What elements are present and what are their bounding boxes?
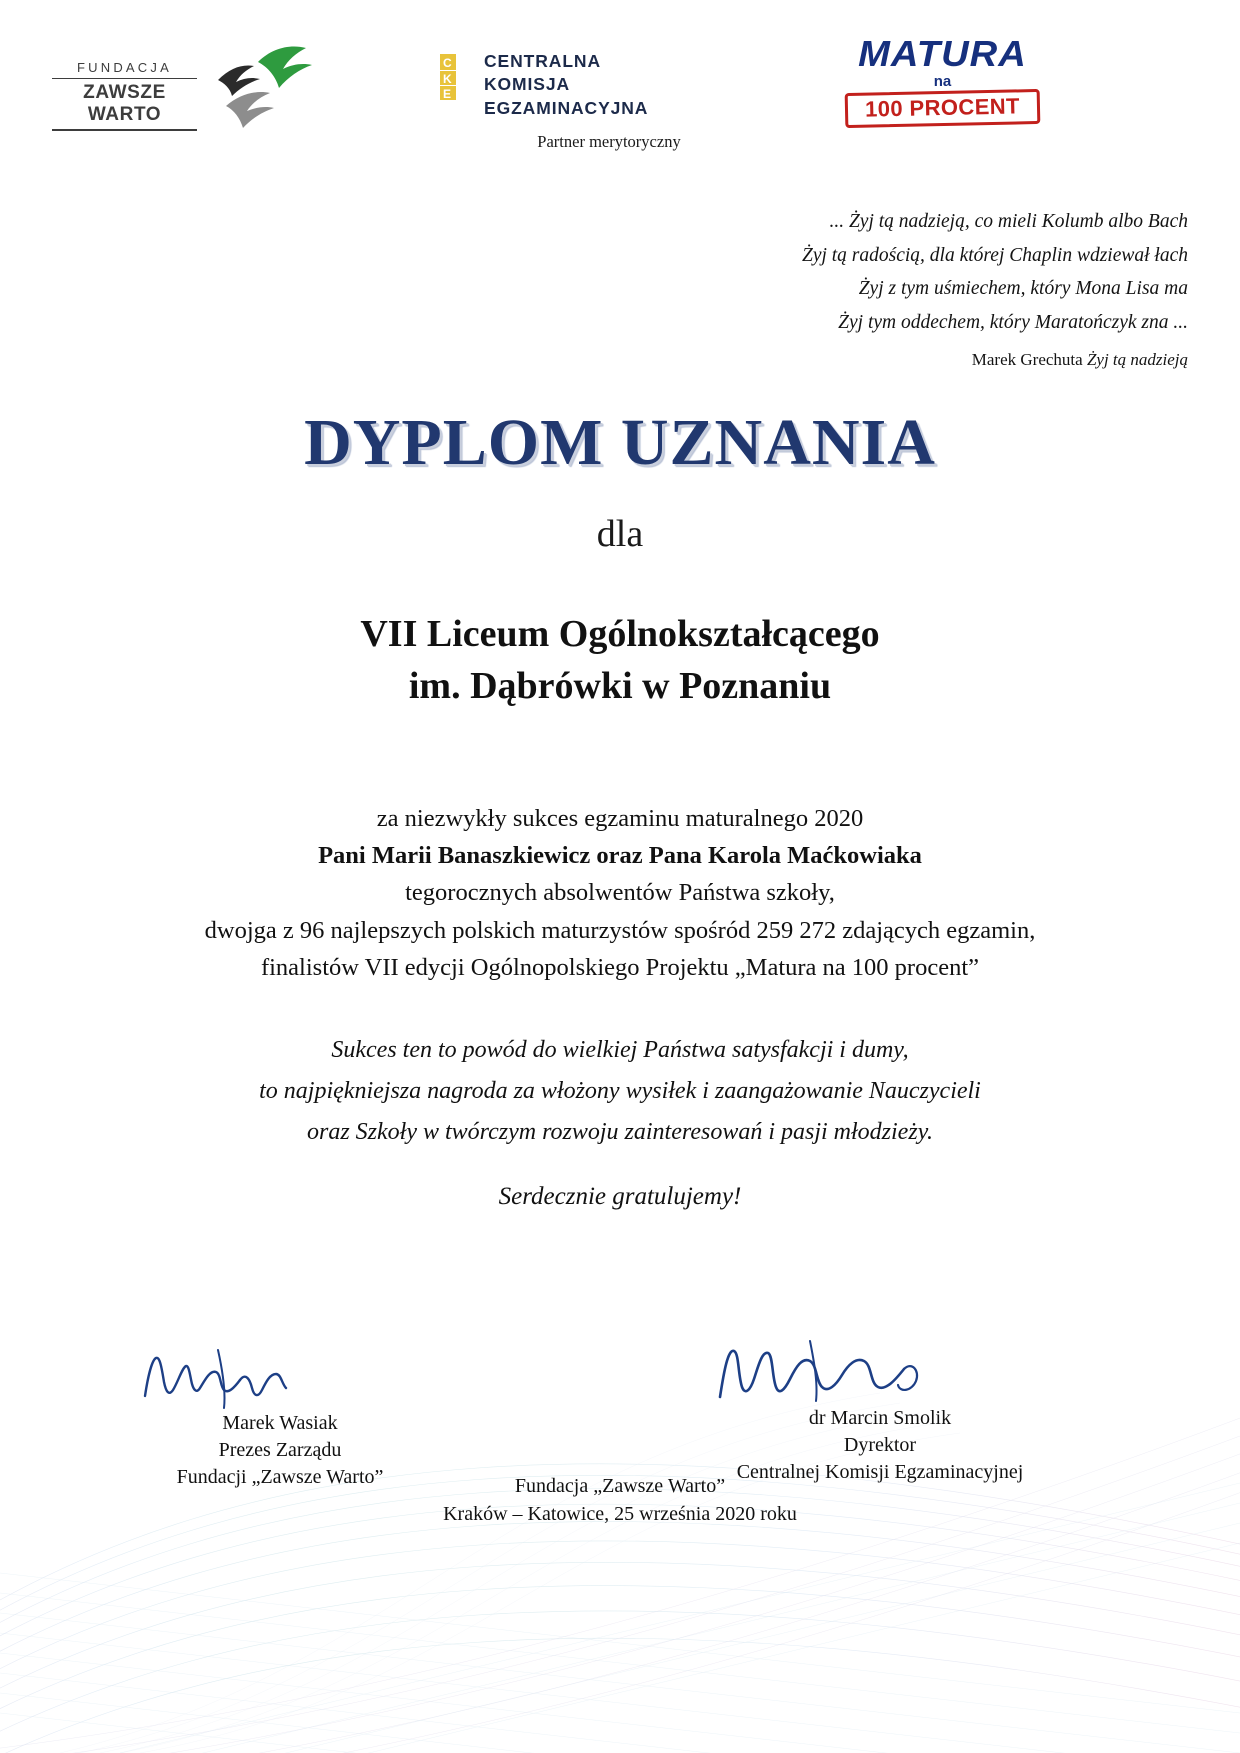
body-line-4: dwojga z 96 najlepszych polskich maturzystów spośród 259 272 zdających egzamin, — [204, 916, 1036, 944]
body-line-2-awardees: Pani Marii Banaszkiewicz oraz Pana Karola Maćkowiaka — [318, 842, 922, 870]
signature-right-name: dr Marcin Smolik — [808, 1407, 952, 1429]
swallows-icon — [200, 40, 345, 130]
recipient-name — [0, 608, 1240, 713]
matura-logo — [845, 33, 1040, 136]
foundation-logo-line1: FUNDACJA — [77, 60, 172, 75]
quote-work: Żyj tą nadzieją — [1086, 350, 1188, 370]
cke-partner-subtitle: Partner merytoryczny — [537, 132, 681, 151]
foundation-logo — [52, 52, 352, 132]
cke-mark-icon — [440, 54, 476, 100]
wishes-line-2: to najpiękniejsza nagroda za włożony wysiłek i zaangażowanie Nauczycieli — [259, 1077, 981, 1104]
matura-logo-stamp-text: 100 PROCENT — [864, 93, 1021, 122]
cke-logo — [440, 50, 770, 160]
body-line-3: tegorocznych absolwentów Państwa szkoły, — [405, 879, 835, 907]
foundation-logo-line2: ZAWSZE WARTO — [83, 82, 166, 125]
signature-right — [660, 1335, 1100, 1405]
quote-block — [468, 205, 1188, 374]
cke-logo-line3: EGZAMINACYJNA — [484, 97, 649, 118]
foundation-logo-rule-bottom — [52, 129, 197, 131]
certificate-body — [0, 800, 1240, 986]
footer-org: Fundacja „Zawsze Warto” — [514, 1475, 726, 1497]
signature-left — [90, 1340, 470, 1410]
foundation-logo-rule-top — [52, 78, 197, 79]
recipient-line-1: VII Liceum Ogólnokształcącego — [360, 613, 880, 655]
signature-left-org: Fundacji „Zawsze Warto” — [176, 1466, 384, 1488]
foundation-logo-text — [52, 60, 197, 131]
signature-left-role: Prezes Zarządu — [218, 1439, 342, 1461]
signature-left-name: Marek Wasiak — [222, 1412, 338, 1434]
signature-right-role: Dyrektor — [843, 1434, 917, 1456]
quote-line-3: Żyj z tym uśmiechem, który Mona Lisa ma — [858, 278, 1188, 300]
signature-block-left — [90, 1340, 470, 1491]
handwritten-signature-icon-right — [660, 1335, 1100, 1405]
for-label: dla — [596, 513, 644, 555]
body-line-5: finalistów VII edycji Ogólnopolskiego Projektu „Matura na 100 procent” — [260, 953, 980, 981]
body-line-1: za niezwykły sukces egzaminu maturalnego 2020 — [376, 805, 864, 832]
page-title: DYPLOM UZNANIA — [304, 406, 936, 479]
matura-logo-na: na — [933, 73, 952, 90]
cke-logo-text — [484, 50, 648, 120]
quote-line-4: Żyj tym oddechem, który Maratończyk zna ... — [838, 311, 1188, 333]
wishes-line-1: Sukces ten to powód do wielkiej Państwa satysfakcji i dumy, — [331, 1037, 909, 1063]
cke-logo-line2: KOMISJA — [484, 74, 571, 95]
header — [0, 0, 1240, 175]
wishes-block — [0, 1030, 1240, 1152]
matura-logo-stamp — [845, 89, 1041, 128]
congratulations-text: Serdecznie gratulujemy! — [498, 1183, 742, 1210]
handwritten-signature-icon-left — [90, 1340, 470, 1410]
footer — [0, 1472, 1240, 1528]
cke-logo-line1: CENTRALNA — [484, 51, 601, 71]
svg-text:C: C — [443, 56, 452, 70]
svg-text:K: K — [443, 72, 452, 86]
matura-logo-word: MATURA — [858, 33, 1027, 74]
quote-line-2: Żyj tą radością, dla której Chaplin wdziewał łach — [801, 244, 1188, 266]
signature-right-org: Centralnej Komisji Egzaminacyjnej — [736, 1461, 1024, 1483]
quote-author: Marek Grechuta — [971, 350, 1083, 370]
recipient-line-2: im. Dąbrówki w Poznaniu — [408, 665, 832, 708]
signature-block-right — [660, 1335, 1100, 1486]
quote-line-1: ... Żyj tą nadzieją, co mieli Kolumb albo Bach — [829, 211, 1188, 232]
quote-attribution — [468, 345, 1188, 374]
wishes-line-3: oraz Szkoły w twórczym rozwoju zainteresowań i pasji młodzieży. — [306, 1118, 933, 1145]
footer-place-date: Kraków – Katowice, 25 września 2020 roku — [443, 1503, 797, 1525]
svg-text:E: E — [443, 87, 452, 100]
